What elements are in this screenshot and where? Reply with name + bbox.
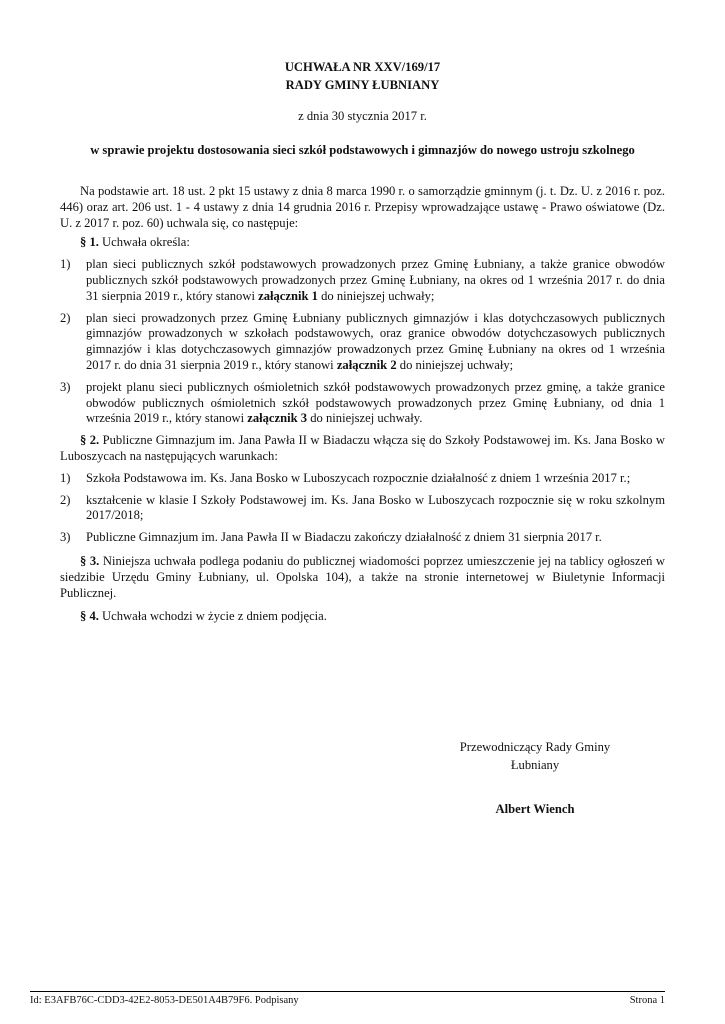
section-2-text: Publiczne Gimnazjum im. Jana Pawła II w Biadaczu włącza się do Szkoły Podstawowej im. Ks. Jana Bosko w Luboszycach na następujących warunkach:: [60, 433, 665, 463]
attachment-ref: załącznik 1: [258, 288, 318, 303]
section-3: [60, 554, 665, 601]
item-number: 2): [60, 492, 71, 507]
item-text: projekt planu sieci publicznych ośmioletnich szkół podstawowych prowadzonych przez gminę, a także granice obwodów publicznych ośmioletnich szkół podstawowych prowadzonych przez Gminę Łubniany, od dnia 1 września 2019 r., który stanowi: [86, 379, 665, 426]
item-text: plan sieci prowadzonych przez Gminę Łubniany publicznych gimnazjów i klas dotychczasowych publicznych gimnazjów prowadzonych w szkołach podstawowych, oraz granice obwodów dotychczasowych publicznych gimnazjów i klas dotychczasowych gimnazjów prowadzonych przez Gminę Łubniany na okres od 1 września 2017 r. do dnia 31 sierpnia 2019 r., który stanowi: [86, 310, 665, 372]
list-item: [60, 471, 665, 487]
section-1-text: Uchwała określa:: [102, 235, 190, 250]
item-number: 2): [60, 310, 71, 325]
preamble: Na podstawie art. 18 ust. 2 pkt 15 ustawy z dnia 8 marca 1990 r. o samorządzie gminnym (j. t. Dz. U. z 2016 r. poz. 446) oraz art. 206 ust. 1 - 4 ustawy z dnia 14 grudnia 2016 r. Przepisy wprowadzające ustawę - Prawo oświatowe (Dz. U. z 2017 r. poz. 60) uchwala się, co następuje:: [60, 184, 665, 230]
item-text-end: do niniejszej uchwały.: [310, 411, 423, 426]
attachment-ref: załącznik 2: [336, 357, 397, 372]
section-1: [60, 235, 665, 251]
item-number: 3): [60, 379, 71, 394]
document-id: Id: E3AFB76C-CDD3-42E2-8053-DE501A4B79F6. Podpisany: [30, 995, 299, 1006]
section-4: [60, 609, 665, 625]
item-text: Szkoła Podstawowa im. Ks. Jana Bosko w Luboszycach rozpocznie działalność z dniem 1 września 2017 r.;: [86, 470, 631, 485]
signature-role-line2: Łubniany: [510, 758, 560, 772]
section-4-text: Uchwała wchodzi w życie z dniem podjęcia.: [102, 609, 327, 624]
page-number: Strona 1: [629, 995, 665, 1006]
section-1-list: [60, 257, 665, 427]
signatory-name: Albert Wiench: [495, 802, 575, 816]
section-3-text: Niniejsza uchwała podlega podaniu do publicznej wiadomości poprzez umieszczenie jej na tablicy ogłoszeń w siedzibie Urzędu Gminy Łubniany, ul. Opolska 104), a także na stronie internetowej w Biuletynie Informacji Publicznej.: [60, 553, 666, 600]
section-4-label: § 4.: [80, 609, 99, 624]
attachment-ref: załącznik 3: [247, 411, 308, 426]
resolution-number: UCHWAŁA NR XXV/169/17: [284, 60, 441, 74]
council-name: RADY GMINY ŁUBNIANY: [285, 78, 440, 92]
resolution-body: [60, 184, 665, 625]
section-2-label: § 2.: [80, 433, 100, 448]
section-2-list: [60, 471, 665, 546]
list-item: [60, 380, 665, 427]
section-3-label: § 3.: [80, 553, 100, 568]
section-2: [60, 433, 665, 465]
item-text: kształcenie w klasie I Szkoły Podstawowej im. Ks. Jana Bosko w Luboszycach rozpocznie się w roku szkolnym 2017/2018;: [86, 492, 665, 523]
item-number: 1): [60, 257, 71, 272]
signature-role-line1: Przewodniczący Rady Gminy: [459, 740, 611, 754]
list-item: [60, 257, 665, 304]
section-1-label: § 1.: [80, 235, 99, 250]
page-footer: [30, 991, 665, 1006]
resolution-date: z dnia 30 stycznia 2017 r.: [298, 109, 427, 123]
item-text: Publiczne Gimnazjum im. Jana Pawła II w Biadaczu zakończy działalność z dniem 31 sierpnia 2017 r.: [86, 530, 602, 545]
item-text: plan sieci publicznych szkół podstawowych prowadzonych przez Gminę Łubniany, a także granice obwodów publicznych szkół podstawowych prowadzonych przez Gminę Łubniany, na okres od 1 września 2017 r. do dnia 31 sierpnia 2019 r., który stanowi: [86, 257, 665, 303]
item-number: 1): [60, 470, 71, 485]
resolution-subject: w sprawie projektu dostosowania sieci szkół podstawowych i gimnazjów do nowego ustroju szkolnego: [90, 143, 635, 157]
item-text-end: do niniejszej uchwały;: [399, 357, 514, 372]
list-item: [60, 530, 665, 546]
list-item: [60, 311, 665, 374]
item-number: 3): [60, 530, 71, 545]
signature-role: [420, 738, 650, 774]
item-text-end: do niniejszej uchwały;: [321, 288, 435, 303]
list-item: [60, 493, 665, 525]
